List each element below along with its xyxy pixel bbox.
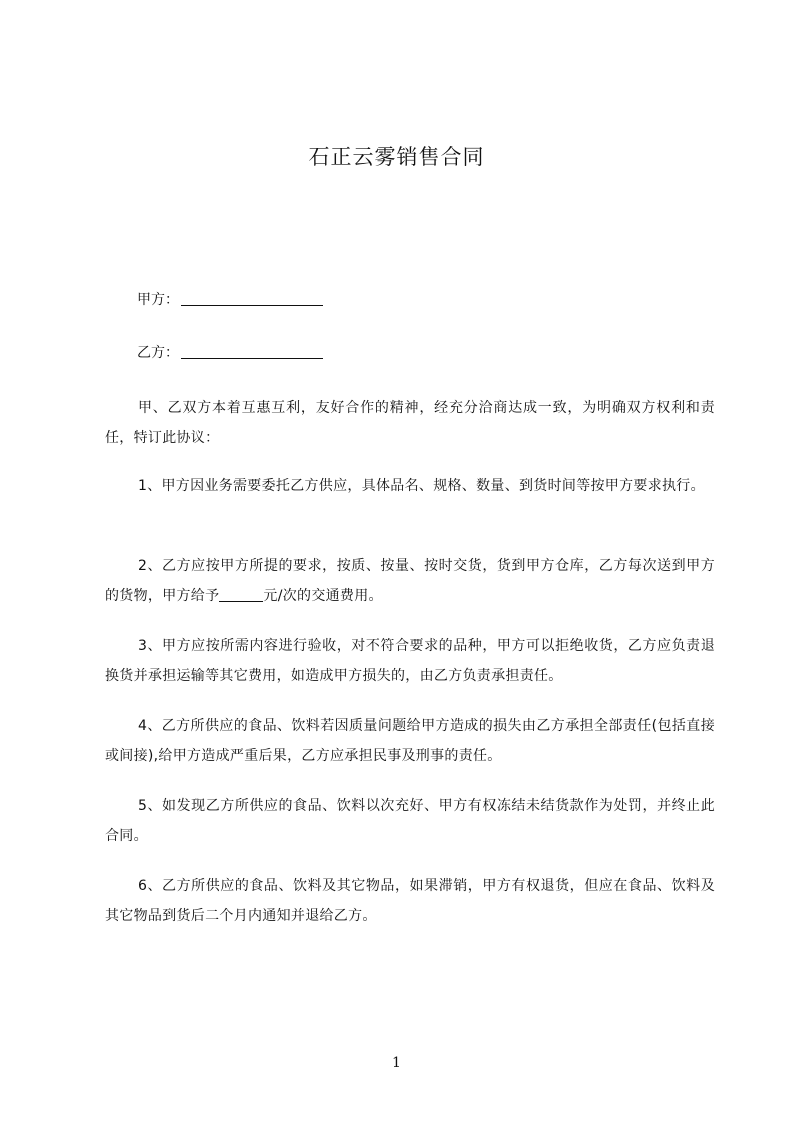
party-b-label: 乙方： [137, 345, 179, 361]
page-number: 1 [392, 1055, 401, 1071]
clause-2 [105, 551, 715, 611]
party-b-blank[interactable] [181, 344, 323, 359]
clause-4: 4、乙方所供应的食品、饮料若因质量问题给甲方造成的损失由乙方承担全部责任(包括直接或间接),给甲方造成严重后果，乙方应承担民事及刑事的责任。 [105, 718, 715, 764]
party-b-line [137, 343, 323, 363]
clause-5: 5、如发现乙方所供应的食品、饮料以次充好、甲方有权冻结未结货款作为处罚，并终止此合同。 [105, 798, 715, 844]
party-a-line [137, 290, 323, 310]
clause-2-tail: 元/次的交通费用。 [263, 588, 383, 604]
clause-6: 6、乙方所供应的食品、饮料及其它物品，如果滞销，甲方有权退货，但应在食品、饮料及其它物品到货后二个月内通知并退给乙方。 [105, 878, 715, 924]
preamble-paragraph: 甲、乙双方本着互惠互利，友好合作的精神，经充分洽商达成一致，为明确双方权利和责任，特订此协议： [105, 400, 715, 446]
fee-blank[interactable] [219, 587, 263, 602]
document-title: 石正云雾销售合同 [308, 145, 485, 169]
clause-3: 3、甲方应按所需内容进行验收，对不符合要求的品种，甲方可以拒绝收货，乙方应负责退换货并承担运输等其它费用，如造成甲方损失的，由乙方负责承担责任。 [105, 638, 715, 684]
party-a-label: 甲方： [137, 292, 179, 308]
clause-1: 1、甲方因业务需要委托乙方供应，具体品名、规格、数量、到货时间等按甲方要求执行。 [138, 478, 705, 494]
clause-2-text: 2、乙方应按甲方所提的要求，按质、按量、按时交货，货到甲方仓库，乙方每次送到甲方的货物，甲方给予 [105, 558, 715, 604]
party-a-blank[interactable] [181, 291, 323, 306]
